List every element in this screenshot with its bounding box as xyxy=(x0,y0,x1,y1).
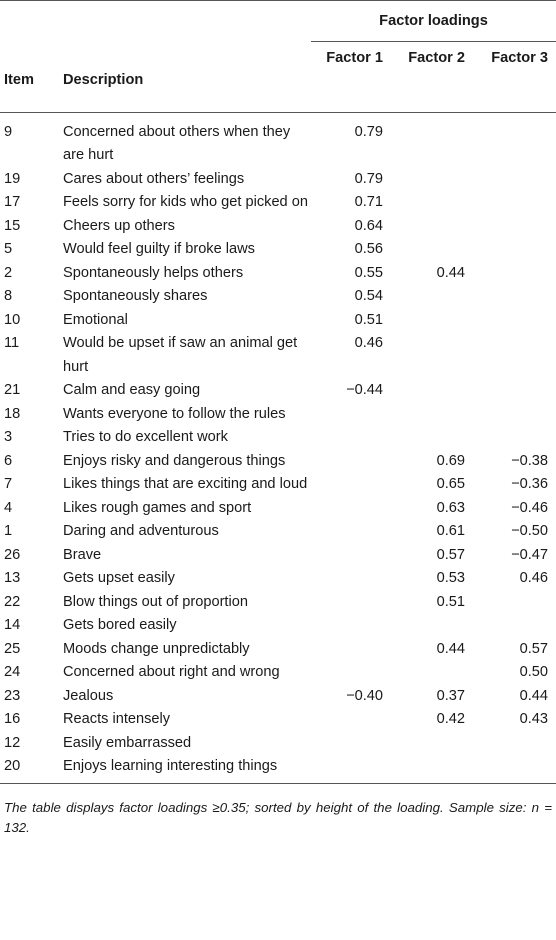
factor2-cell: 0.65 xyxy=(436,476,465,492)
factor3-cell xyxy=(473,112,556,168)
table-row xyxy=(0,285,556,309)
item-cell: 25 xyxy=(4,640,21,657)
item-cell: 12 xyxy=(4,734,21,751)
factor2-cell xyxy=(391,168,473,192)
factor1-cell xyxy=(311,567,391,591)
factor1-cell xyxy=(311,708,391,732)
table-row xyxy=(0,309,556,333)
item-cell: 5 xyxy=(4,241,13,257)
factor1-cell: 0.71 xyxy=(354,194,383,210)
factor1-cell: 0.79 xyxy=(354,123,383,140)
description-cell: Easily embarrassed xyxy=(63,734,192,751)
description-column-header: Description xyxy=(63,71,144,88)
item-cell: 4 xyxy=(4,499,13,516)
factor1-cell xyxy=(311,426,391,450)
factor3-cell xyxy=(473,262,556,286)
table-row xyxy=(0,403,556,427)
description-cell: Calm and easy going xyxy=(63,382,201,398)
factor1-cell xyxy=(311,661,391,685)
factor2-cell xyxy=(391,426,473,450)
factor1-cell xyxy=(311,755,391,783)
factor-loadings-group-header: Factor loadings xyxy=(311,1,556,42)
factor2-cell: 0.53 xyxy=(436,570,465,586)
table-row xyxy=(0,473,556,497)
factor1-column-header: Factor 1 xyxy=(326,50,383,66)
item-cell: 19 xyxy=(4,170,21,187)
factor1-cell xyxy=(311,732,391,756)
factor3-cell xyxy=(473,591,556,615)
table-row xyxy=(0,450,556,474)
factor3-cell xyxy=(473,379,556,403)
factor1-cell xyxy=(311,473,391,497)
factor3-cell xyxy=(473,191,556,215)
item-cell: 13 xyxy=(4,570,21,586)
item-cell: 22 xyxy=(4,593,21,610)
item-cell: 10 xyxy=(4,311,21,328)
table-row xyxy=(0,191,556,215)
factor3-cell: 0.57 xyxy=(519,640,548,657)
factor3-cell: 0.43 xyxy=(519,711,548,727)
factor3-cell xyxy=(473,332,556,379)
table-row xyxy=(0,591,556,615)
factor3-cell: −0.46 xyxy=(511,499,548,516)
item-cell: 7 xyxy=(4,476,13,492)
description-cell: Gets upset easily xyxy=(63,570,175,586)
description-cell: Daring and adventurous xyxy=(63,523,219,539)
table-row xyxy=(0,755,556,783)
factor2-cell: 0.69 xyxy=(436,452,465,469)
factor2-cell: 0.42 xyxy=(436,711,465,727)
factor3-cell: −0.47 xyxy=(511,546,548,563)
factor1-cell xyxy=(311,497,391,521)
factor1-cell: 0.55 xyxy=(354,264,383,281)
factor2-cell: 0.44 xyxy=(436,264,465,281)
description-cell: Spontaneously helps others xyxy=(63,264,244,281)
factor1-cell: 0.51 xyxy=(354,311,383,328)
table-row xyxy=(0,426,556,450)
factor2-cell: 0.61 xyxy=(436,523,465,539)
factor1-cell xyxy=(311,591,391,615)
description-cell: Jealous xyxy=(63,687,114,704)
table-row xyxy=(0,215,556,239)
factor2-cell: 0.63 xyxy=(436,499,465,516)
factor3-cell: −0.38 xyxy=(511,452,548,469)
factor2-cell: 0.51 xyxy=(436,593,465,610)
description-cell: Enjoys learning interesting things xyxy=(63,758,278,774)
description-cell: Emotional xyxy=(63,311,128,328)
description-cell: Likes rough games and sport xyxy=(63,499,252,516)
factor3-cell: 0.50 xyxy=(519,664,548,680)
table-footnote: The table displays factor loadings ≥0.35; sorted by height of the loading. Sample size: n = 132. xyxy=(4,799,552,835)
header-row xyxy=(0,42,556,113)
factor2-cell: 0.44 xyxy=(436,640,465,657)
table-row xyxy=(0,685,556,709)
factor1-cell: 0.79 xyxy=(354,170,383,187)
table-row xyxy=(0,661,556,685)
factor3-cell xyxy=(473,215,556,239)
factor3-cell xyxy=(473,755,556,783)
factor2-cell xyxy=(391,112,473,168)
factor3-cell xyxy=(473,168,556,192)
factor1-cell: 0.46 xyxy=(354,335,383,351)
description-cell: Cares about others’ feelings xyxy=(63,170,245,187)
item-column-header: Item xyxy=(4,71,35,88)
factor1-cell: 0.54 xyxy=(354,288,383,304)
description-cell: Would be upset if saw an animal get hurt xyxy=(63,335,298,375)
item-cell: 17 xyxy=(4,194,21,210)
factor2-cell: 0.37 xyxy=(436,687,465,704)
description-cell: Enjoys risky and dangerous things xyxy=(63,452,286,469)
description-cell: Feels sorry for kids who get picked on xyxy=(63,194,308,210)
header-group-row xyxy=(0,1,556,42)
factor2-cell xyxy=(391,332,473,379)
description-cell: Spontaneously shares xyxy=(63,288,208,304)
factor1-cell: −0.44 xyxy=(346,382,383,398)
item-cell: 16 xyxy=(4,711,21,727)
factor1-cell xyxy=(311,614,391,638)
factor3-cell xyxy=(473,732,556,756)
description-cell: Wants everyone to follow the rules xyxy=(63,405,286,422)
factor3-cell: −0.36 xyxy=(511,476,548,492)
item-cell: 2 xyxy=(4,264,13,281)
table-row xyxy=(0,614,556,638)
factor3-cell xyxy=(473,426,556,450)
factor2-cell xyxy=(391,191,473,215)
table-row xyxy=(0,379,556,403)
item-cell: 14 xyxy=(4,617,21,633)
item-cell: 26 xyxy=(4,546,21,563)
description-cell: Likes things that are exciting and loud xyxy=(63,476,308,492)
item-cell: 9 xyxy=(4,123,13,140)
item-cell: 3 xyxy=(4,429,13,445)
description-cell: Cheers up others xyxy=(63,217,175,234)
factor2-cell: 0.57 xyxy=(436,546,465,563)
factor2-cell xyxy=(391,215,473,239)
factor2-cell xyxy=(391,285,473,309)
factor2-cell xyxy=(391,309,473,333)
factor3-cell xyxy=(473,614,556,638)
item-cell: 18 xyxy=(4,405,21,422)
table-row xyxy=(0,567,556,591)
description-cell: Moods change unpredictably xyxy=(63,640,250,657)
table-row xyxy=(0,238,556,262)
factor1-cell xyxy=(311,520,391,544)
factor2-column-header: Factor 2 xyxy=(408,50,465,66)
factor2-cell xyxy=(391,755,473,783)
table-row xyxy=(0,112,556,168)
item-cell: 1 xyxy=(4,523,13,539)
description-cell: Tries to do excellent work xyxy=(63,429,228,445)
factor2-cell xyxy=(391,661,473,685)
item-cell: 8 xyxy=(4,288,13,304)
factor1-cell: 0.56 xyxy=(354,241,383,257)
factor1-cell: −0.40 xyxy=(346,687,383,704)
item-cell: 6 xyxy=(4,452,13,469)
factor3-column-header: Factor 3 xyxy=(491,50,548,66)
factor3-cell xyxy=(473,309,556,333)
item-cell: 23 xyxy=(4,687,21,704)
table-row xyxy=(0,520,556,544)
factor3-cell xyxy=(473,238,556,262)
factor3-cell: 0.44 xyxy=(519,687,548,704)
factor1-cell xyxy=(311,638,391,662)
description-cell: Brave xyxy=(63,546,102,563)
item-cell: 15 xyxy=(4,217,21,234)
factor3-cell xyxy=(473,285,556,309)
factor1-cell xyxy=(311,403,391,427)
item-cell: 20 xyxy=(4,758,21,774)
description-cell: Concerned about others when they are hurt xyxy=(63,123,291,163)
description-cell: Gets bored easily xyxy=(63,617,177,633)
table-row xyxy=(0,332,556,379)
table-row xyxy=(0,638,556,662)
table-row xyxy=(0,708,556,732)
factor1-cell: 0.64 xyxy=(354,217,383,234)
item-cell: 24 xyxy=(4,664,21,680)
factor2-cell xyxy=(391,238,473,262)
description-cell: Would feel guilty if broke laws xyxy=(63,241,255,257)
factor2-cell xyxy=(391,614,473,638)
description-cell: Concerned about right and wrong xyxy=(63,664,280,680)
factor3-cell: 0.46 xyxy=(519,570,548,586)
factor1-cell xyxy=(311,450,391,474)
factor2-cell xyxy=(391,403,473,427)
factor-loadings-table xyxy=(0,1,556,783)
table-row xyxy=(0,732,556,756)
table-row xyxy=(0,497,556,521)
description-cell: Reacts intensely xyxy=(63,711,171,727)
factor3-cell xyxy=(473,403,556,427)
factor1-cell xyxy=(311,544,391,568)
description-cell: Blow things out of proportion xyxy=(63,593,248,610)
item-cell: 21 xyxy=(4,382,21,398)
table-row xyxy=(0,168,556,192)
factor3-cell: −0.50 xyxy=(511,523,548,539)
factor2-cell xyxy=(391,379,473,403)
table-row xyxy=(0,262,556,286)
table-body xyxy=(0,112,556,783)
factor2-cell xyxy=(391,732,473,756)
item-cell: 11 xyxy=(4,335,20,351)
table-row xyxy=(0,544,556,568)
